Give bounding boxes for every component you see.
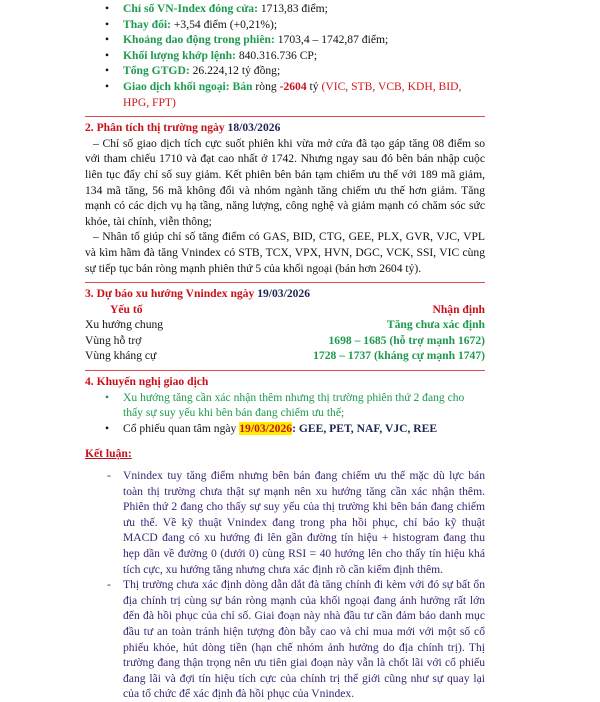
summary-item: [85, 17, 485, 33]
summary-value: 840.316.736 CP;: [235, 48, 318, 62]
summary-item: [85, 63, 485, 79]
section-recommendation: [85, 374, 485, 436]
conclusion-item: - Thị trường chưa xác định dòng dẫn dắt đà tăng chính đi kèm với đó sự bất ổn địa chính trị cùng sự bán ròng mạnh của khối ngoại đang ảnh hưởng rất lớn đến đà hồi phục của chỉ số. Giai đoạn này nhà đầu tư cần đảm bảo danh mục đầu tư an toàn tránh hiện tượng đòn bẫy cao và chỉ mua mới với một số cổ phiếu khỏe, hút dòng tiền (hạn chế nhóm ảnh hưởng do địa chính trị). Thị trường đang thận trọng nên ưu tiên giai đoạn này vẫn là chốt lãi với cổ phiếu đang lãi và đợi tín hiệu tích cực của chính trị thế giới cũng như sự quay lại của tổ chức để xác định đà hồi phục của Vnindex.: [85, 577, 485, 702]
summary-label: Thay đổi:: [123, 17, 171, 31]
forecast-row: [85, 333, 485, 349]
summary-value: 1703,4 – 1742,87 điểm;: [274, 33, 389, 47]
summary-value: +3,54 điểm (+0,21%);: [171, 17, 278, 31]
heading-date: 19/03/2026: [257, 287, 311, 301]
summary-label: Chỉ số VN-Index đóng cửa:: [123, 2, 258, 15]
section-conclusion: [85, 446, 485, 702]
section-market-analysis: [85, 120, 485, 276]
summary-item: [85, 1, 485, 17]
foreign-label: Giao dịch khối ngoại: Bán: [123, 79, 253, 93]
section-heading: 4. Khuyến nghị giao dịch: [85, 375, 209, 389]
forecast-table-header: [85, 302, 485, 318]
foreign-tickers: (VIC, STB, VCB, KDH, BID, HPG, FPT): [123, 79, 462, 109]
recommendation-list: [85, 390, 485, 437]
section-heading: [85, 286, 485, 302]
forecast-row: [85, 348, 485, 364]
foreign-text: ròng: [252, 79, 280, 93]
summary-value: 26.224,12 tỷ đồng;: [189, 64, 281, 78]
foreign-amount: -2604: [279, 79, 307, 93]
assessment: 1728 – 1737 (kháng cự mạnh 1747): [313, 349, 485, 363]
foreign-trading: [85, 79, 485, 110]
column-header: Nhận định: [432, 302, 485, 316]
summary-item: [85, 48, 485, 64]
assessment: 1698 – 1685 (hỗ trợ mạnh 1672): [328, 333, 485, 347]
recommendation-item: • Xu hướng tăng cần xác nhận thêm nhưng thị trường phiên thứ 2 đang cho thấy sự suy yếu khi bên bán đang chiếm ưu thế;: [85, 390, 485, 421]
factor: Vùng kháng cự: [85, 349, 157, 363]
watchlist-label: Cổ phiếu quan tâm ngày: [123, 421, 240, 435]
conclusion-item: - Vnindex tuy tăng điểm nhưng bên bán đang chiếm ưu thế mặc dù lực bán toàn thị trường chưa thật sự mạnh nên xu hướng tăng cần xác nhận thêm. Phiên thứ 2 đang cho thấy sự suy yếu của thị trường khi bên bán đang chiếm ưu thế. Về kỹ thuật Vnindex đang trong pha hồi phục, chỉ báo kỹ thuật MACD đang có xu hướng đi lên gần đường tín hiệu + histogram đang thu hẹp dần về đường 0 (dưới 0) cùng RSI = 40 hướng lên cho thấy tín hiệu khá tích cực, xu hướng tăng nhưng chưa xác định rõ cần kiểm định thêm.: [85, 468, 485, 577]
factor: Vùng hỗ trợ: [85, 333, 142, 347]
factor: Xu hướng chung: [85, 318, 164, 332]
summary-label: Tổng GTGD:: [123, 64, 190, 78]
column-header: Yếu tố: [110, 302, 143, 316]
watchlist-date: 19/03/2026: [239, 421, 293, 435]
conclusion-heading: Kết luận:: [85, 447, 132, 461]
heading-date: 18/03/2026: [227, 121, 281, 135]
colon: :: [292, 421, 299, 435]
heading-text: 2. Phân tích thị trường ngày: [85, 121, 228, 135]
analysis-paragraph: – Nhân tố giúp chỉ số tăng điểm có GAS, BID, CTG, GEE, PLX, GVR, VJC, VPL và kìm hãm đà tăng Vnindex có STB, TCX, VPX, HVN, DGC, VCK, SSI, VIC cùng sự tiếp tục bán ròng mạnh phiên thứ 5 của khối ngoại (bán hơn 2604 tỷ).: [85, 230, 485, 275]
report-page: [85, 0, 485, 702]
assessment: Tăng chưa xác định: [386, 318, 485, 332]
summary-value: 1713,83 điểm;: [257, 2, 328, 15]
section-forecast: [85, 286, 485, 364]
recommendation-item: [85, 421, 485, 437]
section-heading: [85, 120, 485, 136]
summary-label: Khối lượng khớp lệnh:: [123, 48, 236, 62]
summary-item: [85, 32, 485, 48]
divider: [85, 282, 485, 283]
divider: [85, 116, 485, 117]
summary-label: Khoảng dao động trong phiên:: [123, 33, 275, 47]
conclusion-list: [85, 468, 485, 702]
summary-list: [85, 1, 485, 110]
divider: [85, 370, 485, 371]
analysis-paragraph: – Chỉ số giao dịch tích cực suốt phiên khi vừa mở cửa đã tạo gáp tăng 08 điểm so với tham chiếu 1710 và đạt cao nhất ở 1742. Nhưng ngay sau đó bên bán nhập cuộc liên tục đẩy chỉ số suy giảm. Kết phiên bên bán tạm chiếm ưu thế với 189 mã giảm, 134 mã tăng, 56 mã không đổi và nhóm ngành tăng chiếm ưu thế hơn giảm. Tăng mạnh có các dịch vụ hạ tầng, năng lượng, công nghệ và giảm mạnh có chăm sóc sức khỏe, tài chính, viễn thông;: [85, 136, 485, 228]
foreign-unit: tỷ: [306, 79, 322, 93]
market-summary: [85, 1, 485, 110]
watchlist-tickers: GEE, PET, NAF, VJC, REE: [298, 421, 438, 435]
forecast-row: [85, 317, 485, 333]
heading-text: 3. Dự báo xu hướng Vnindex ngày: [85, 287, 258, 301]
